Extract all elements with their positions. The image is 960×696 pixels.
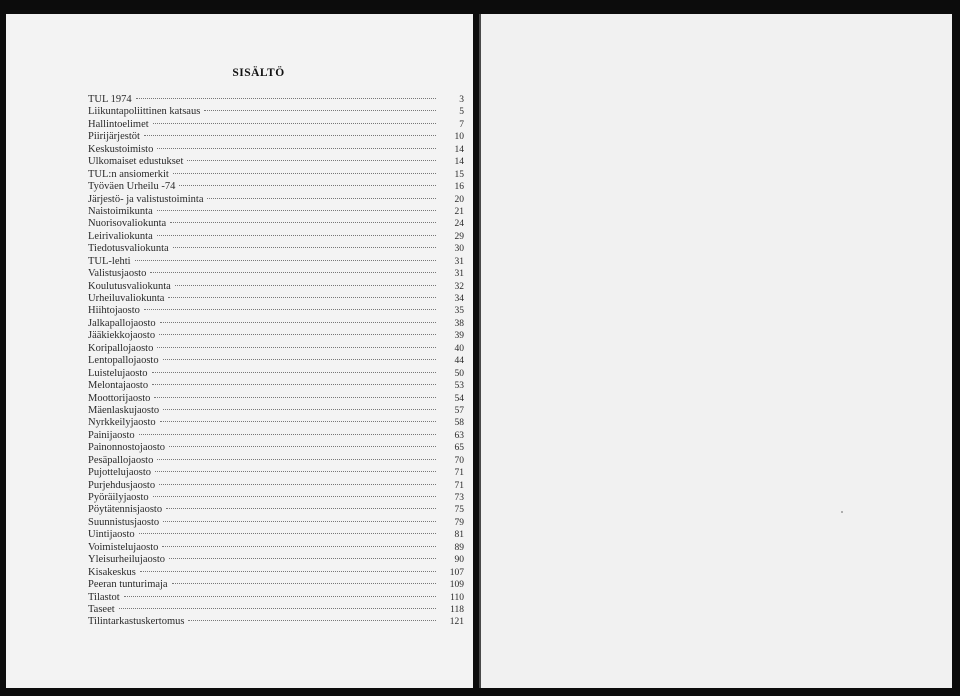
toc-entry-title: Taseet [88,603,115,615]
dot-leader [144,308,436,310]
dot-leader [153,122,436,124]
toc-entry-title: Leirivaliokunta [88,230,153,242]
toc-entry-page: 34 [454,294,464,304]
dot-leader [166,507,436,509]
toc-entry [88,343,464,355]
toc-entry-title: Peeran tunturimaja [88,579,168,591]
toc-entry [88,231,464,243]
toc-entry [88,442,464,454]
dot-leader [162,545,436,547]
toc-entry-page: 73 [454,493,464,503]
toc-entry-page: 31 [454,256,464,267]
toc-entry-page: 39 [454,331,464,342]
toc-entry-page: 121 [449,617,464,628]
toc-entry-title: Piirijärjestöt [88,131,140,143]
toc-entry-title: Mäenlaskujaosto [88,404,160,416]
toc-entry-title: Pyöräilyjaosto [88,492,149,503]
toc-entry [88,430,464,442]
toc-entry [88,268,464,280]
toc-entry-title: Työväen Urheilu -74 [88,181,176,193]
dot-leader [163,520,436,522]
toc-entry-page: 79 [454,517,464,528]
dot-leader [157,346,436,348]
dot-leader [160,420,436,422]
dot-leader [140,570,436,572]
toc-entry [88,119,464,131]
dot-leader [144,134,436,136]
dot-leader [136,97,436,99]
toc-entry [88,604,464,616]
dot-leader [160,321,436,323]
dot-leader [173,172,436,174]
dot-leader [163,358,436,360]
right-page-blank [481,14,952,688]
toc-entry-title: Jääkiekkojaosto [88,330,156,342]
toc-entry-page: 53 [454,381,464,392]
toc-entry [88,380,464,392]
toc-entry-title: Tilastot [88,591,120,603]
dot-leader [159,483,436,485]
toc-entry-page: 65 [454,443,464,454]
dot-leader [169,557,436,559]
toc-entry [88,194,464,206]
toc-entry [88,305,464,317]
toc-entry [88,243,464,255]
toc-entry [88,218,464,230]
toc-entry [88,492,464,504]
toc-entry-title: Jalkapallojaosto [88,317,156,329]
toc-entry-page: 35 [454,306,464,317]
toc-entry [88,144,464,156]
toc-entry-title: Koulutusvaliokunta [88,280,171,292]
toc-entry-page: 40 [454,343,464,354]
toc-entry-title: Ulkomaiset edustukset [88,156,184,168]
toc-entry-page: 71 [454,480,464,491]
toc-entry-page: 118 [450,604,464,615]
toc-entry-title: Keskustoimisto [88,143,154,155]
toc-entry [88,169,464,181]
toc-entry-page: 89 [454,542,464,553]
toc-entry-title: Naistoimikunta [88,205,153,217]
toc-entry-title: Liikuntapoliittinen katsaus [88,106,201,118]
toc-entry-page: 3 [459,95,464,105]
toc-entry [88,467,464,479]
toc-entry-title: Suunnistusjaosto [88,516,160,528]
toc-entry-title: Nyrkkeilyjaosto [88,417,156,429]
toc-entry-page: 70 [454,455,464,466]
page-title: SISÄLTÖ [232,67,285,79]
toc-entry-title: Pesäpallojaosto [88,454,154,466]
dot-leader [152,383,436,385]
toc-entry-page: 110 [450,592,464,603]
toc-entry-title: Tilintarkastuskertomus [88,616,185,628]
toc-entry [88,567,464,579]
toc-entry [88,517,464,529]
dot-leader [139,433,436,435]
toc-entry [88,542,464,554]
toc-entry-title: Valistusjaosto [88,268,147,280]
toc-entry [88,393,464,405]
toc-entry-title: Uintijaosto [88,529,135,541]
dot-leader [155,470,436,472]
toc-entry-page: 29 [454,231,464,242]
toc-entry-title: TUL:n ansiomerkit [88,168,169,180]
dot-leader [168,296,436,298]
toc-entry-title: Pöytätennisjaosto [88,504,163,516]
toc-entry-page: 38 [454,318,464,329]
toc-entry-title: Pujottelujaosto [88,467,151,479]
toc-entry [88,480,464,492]
toc-entry [88,616,464,628]
dot-leader [157,458,436,460]
toc-entry [88,330,464,342]
dot-leader [170,221,436,223]
dot-leader [157,234,436,236]
toc-entry [88,579,464,591]
dot-leader [119,607,436,609]
toc-entry-title: Hallintoelimet [88,118,149,130]
toc-entry-page: 32 [454,281,464,292]
dot-leader [172,582,436,584]
dot-leader [139,532,436,534]
toc-entry-title: Urheiluvaliokunta [88,293,165,304]
toc-entry-page: 63 [454,430,464,441]
toc-entry-title: Hiihtojaosto [88,305,140,317]
toc-entry-page: 21 [454,206,464,217]
toc-entry-title: Purjehdusjaosto [88,479,156,491]
toc-entry [88,592,464,604]
toc-entry-title: TUL 1974 [88,94,132,105]
dot-leader [204,109,436,111]
dot-leader [207,197,436,199]
toc-entry-page: 7 [459,119,464,130]
dot-leader [135,259,436,261]
toc-entry [88,504,464,516]
toc-entry-title: Moottorijaosto [88,392,151,404]
toc-entry [88,355,464,367]
toc-entry-page: 30 [454,244,464,255]
toc-entry-title: Painijaosto [88,429,135,441]
toc-entry [88,281,464,293]
toc-entry [88,368,464,380]
dot-leader [159,333,436,335]
toc-entry [88,417,464,429]
toc-entry-title: Voimistelujaosto [88,541,159,553]
toc-entry [88,206,464,218]
dot-leader [188,619,436,621]
dot-leader [157,147,436,149]
dot-leader [169,445,436,447]
toc-entry-page: 58 [454,418,464,429]
dot-leader [153,495,436,497]
dot-leader [163,408,436,410]
toc-entry [88,106,464,118]
toc-entry-page: 71 [454,468,464,479]
toc-entry [88,455,464,467]
toc-entry [88,256,464,268]
left-page [6,14,473,688]
toc-entry-title: TUL-lehti [88,255,131,267]
toc-entry-page: 107 [449,567,464,578]
dot-leader [124,595,436,597]
toc-entry [88,156,464,168]
dot-leader [187,159,436,161]
toc-entry-page: 57 [454,405,464,416]
dot-leader [173,246,436,248]
dot-leader [157,209,436,211]
toc-entry-page: 24 [454,219,464,230]
toc-entry-page: 31 [454,269,464,280]
toc-entry-page: 90 [454,555,464,566]
toc-entry-title: Lentopallojaosto [88,355,159,367]
toc-entry-page: 44 [454,356,464,367]
toc-entry [88,293,464,305]
paper-speck [841,511,843,513]
toc-entry [88,94,464,106]
toc-entry-title: Painonnostojaosto [88,442,166,454]
toc-entry-title: Tiedotusvaliokunta [88,243,169,255]
toc-entry-page: 20 [454,194,464,205]
toc-entry-title: Järjestö- ja valistustoiminta [88,193,204,205]
toc-entry-page: 14 [454,157,464,168]
dot-leader [152,371,437,373]
toc-entry-page: 5 [459,107,464,118]
toc-entry-page: 81 [454,530,464,541]
toc-entry-page: 54 [454,393,464,404]
toc-entry-page: 75 [454,505,464,516]
toc-entry-page: 14 [454,144,464,155]
dot-leader [175,284,436,286]
toc-entry-page: 109 [449,580,464,591]
dot-leader [154,396,436,398]
dot-leader [179,184,436,186]
toc-entry-title: Yleisurheilujaosto [88,554,165,566]
toc-entry-page: 16 [454,182,464,193]
toc-entry [88,405,464,417]
toc-entry-title: Melontajaosto [88,380,149,392]
dot-leader [150,271,436,273]
toc-entry-page: 15 [454,169,464,180]
toc-entry-page: 10 [454,132,464,143]
toc-entry [88,318,464,330]
toc-entry [88,554,464,566]
toc-entry-title: Kisakeskus [88,566,136,578]
toc-entry [88,131,464,143]
toc-entry-title: Nuorisovaliokunta [88,218,167,230]
toc-entry-title: Koripallojaosto [88,342,154,354]
toc-entry-page: 50 [454,368,464,379]
table-of-contents [88,94,464,629]
toc-entry [88,529,464,541]
toc-entry-title: Luistelujaosto [88,367,148,379]
toc-entry [88,181,464,193]
